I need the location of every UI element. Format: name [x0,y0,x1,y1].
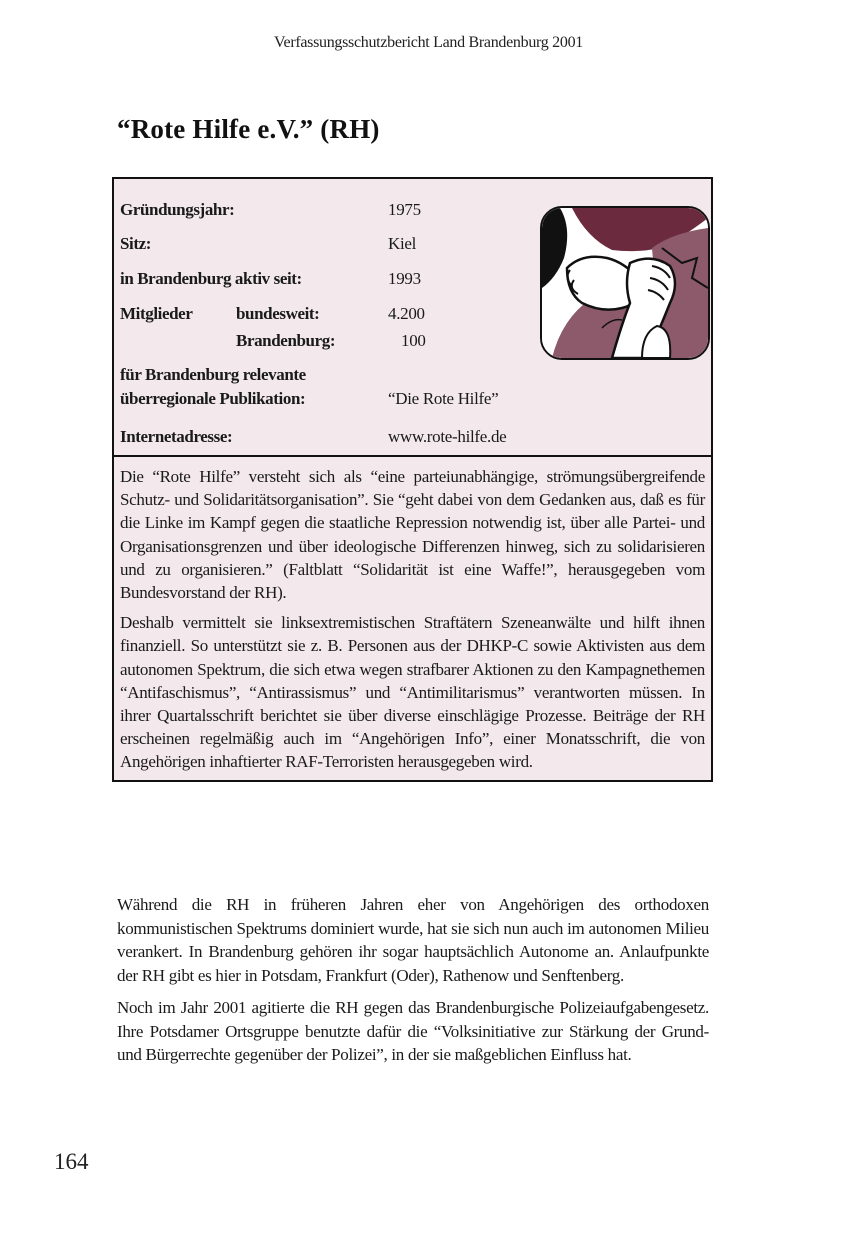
website-link[interactable]: www.rote-hilfe.de [388,427,507,446]
factsheet [114,179,711,457]
fact-seat [120,234,540,254]
fact-label: in Brandenburg aktiv seit: [120,269,302,288]
box-paragraph: Deshalb vermittelt sie linksextremistischen Straftätern Szeneanwälte und hilft ihnen finanziell. So unterstützt sie z. B. Personen aus der DHKP-C sowie Aktivisten aus dem autonomen Spektrum, die sich etwa wegen strafbarer Aktionen zu den Kampagnethemen “Antifaschismus”, “Antirassismus” und “Antimilitarismus” verantworten müssen. In ihrer Quartalsschrift berichtet sie über diverse einschlägige Prozesse. Beiträge der RH erscheinen regelmäßig auch im “Angehörigen Info”, einer Monatsschrift, die von Angehörigen inhaftierter RAF-Terroristen herausgegeben wird. [120,613,705,772]
page-number: 164 [54,1149,89,1174]
fact-value: Kiel [388,234,417,253]
fact-founding-year [120,200,540,220]
fact-website [120,427,560,447]
fact-label-line2: überregionale Publikation: [120,389,306,408]
fact-label: Sitz: [120,234,152,253]
fact-sublabel-nationwide: bundesweit: [236,304,320,323]
fact-value: 1975 [388,200,421,219]
section-title: “Rote Hilfe e.V.” (RH) [117,114,380,144]
crossed-arms-fists-logo-icon [540,206,710,360]
organization-profile-box [112,177,713,782]
fact-publication [120,365,540,409]
fact-label-line1: für Brandenburg relevante [120,365,306,384]
fact-label: Internetadresse: [120,427,233,446]
fact-members [120,304,540,354]
body-paragraph: Während die RH in früheren Jahren eher von Angehörigen des orthodoxen kommunistischen Spektrums dominiert wurde, hat sie sich nun auch im autonomen Milieu verankert. In Brandenburg gehören ihr sogar hauptsächlich Autonome an. Anlaufpunkte der RH gibt es hier in Potsdam, Frankfurt (Oder), Rathenow und Senftenberg. [117,895,709,985]
fact-value: “Die Rote Hilfe” [388,389,499,408]
box-paragraph: Die “Rote Hilfe” versteht sich als “eine parteiunabhängige, strömungsübergreifende Schutz- und Solidaritätsorganisation”. Sie “geht dabei von dem Gedanken aus, daß es für die Linke im Kampf gegen die staatliche Repression notwendig ist, über alle Partei- und Organisationsgrenzen und über ideologische Differenzen hinweg, sich zu solidarisieren und zu organisieren.” (Faltblatt “Solidarität ist eine Waffe!”, herausgegeben vom Bundesvorstand der RH). [120,467,705,603]
fact-value: 1993 [388,269,421,288]
fact-sublabel-brandenburg: Brandenburg: [236,331,336,350]
fact-label: Gründungsjahr: [120,200,235,219]
fact-active-since [120,269,540,289]
fact-value-nationwide: 4.200 [388,304,425,323]
running-header: Verfassungsschutzbericht Land Brandenburg 2001 [274,34,583,51]
fact-label: Mitglieder [120,304,193,323]
body-paragraph: Noch im Jahr 2001 agitierte die RH gegen das Brandenburgische Polizeiaufgabengesetz. Ihre Potsdamer Ortsgruppe benutzte dafür die “Volksinitiative zur Stärkung der Grund- und Bürgerrechte gegenüber der Polizei”, in der sie maßgeblichen Einfluss hat. [117,998,709,1064]
body-text [117,893,709,1067]
fact-value-brandenburg: 100 [401,331,426,350]
box-description [114,457,711,780]
